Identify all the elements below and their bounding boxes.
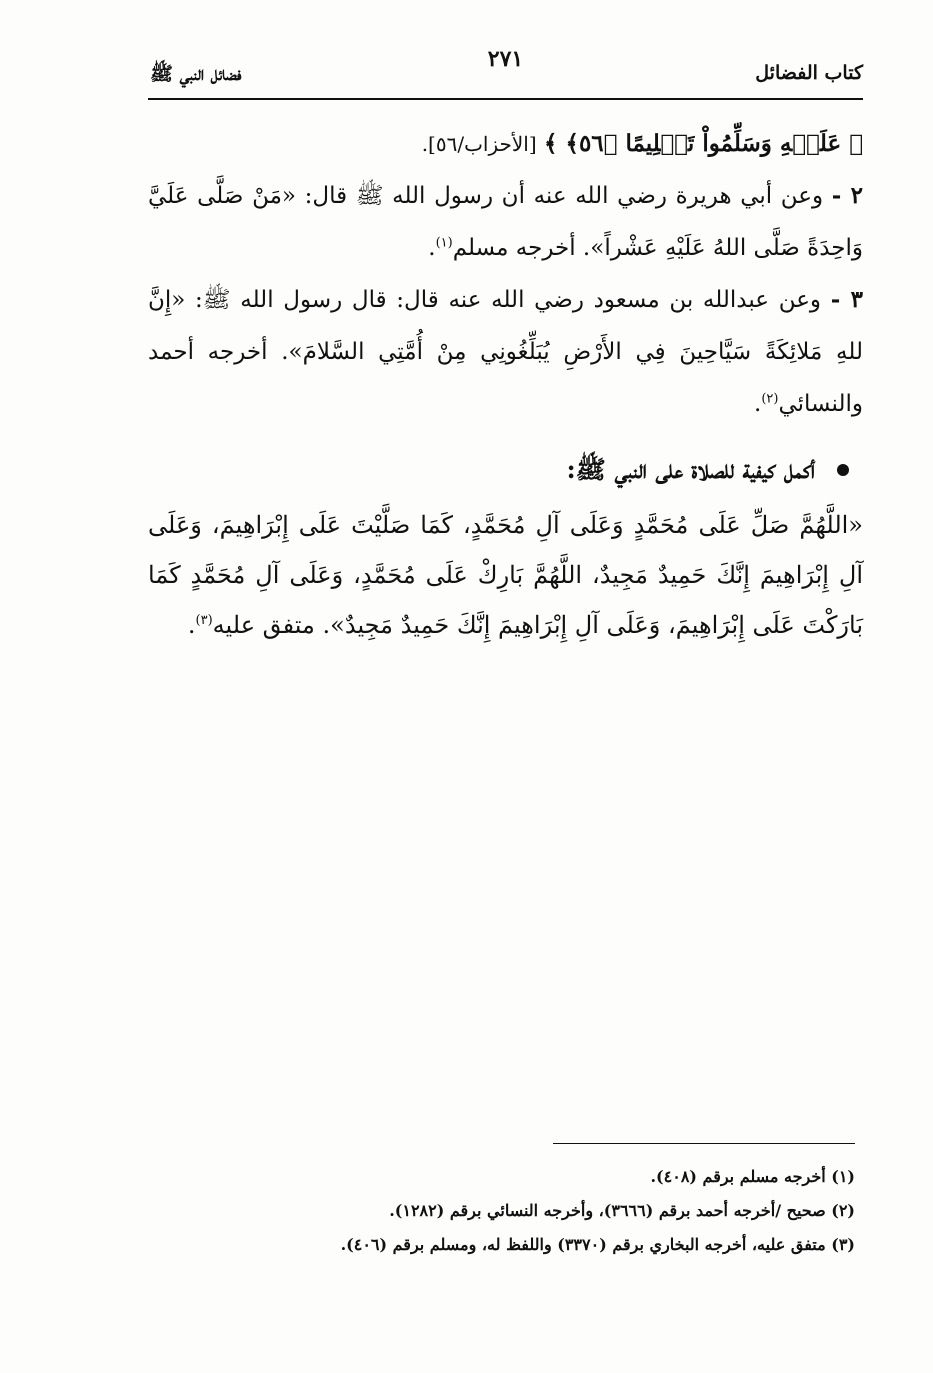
verse-line: [148, 118, 863, 170]
footnote: (٢) صحيح /أخرجه أحمد برقم (٣٦٦٦)، وأخرجه النسائي برقم (١٢٨٢).: [389, 1201, 855, 1220]
item-number: ٣ -: [830, 286, 864, 313]
footnote-ref: (٢): [761, 391, 779, 407]
chapter-title: فضائل النبي ﷺ: [150, 63, 242, 85]
quran-verse: ﴿ عَلَيۡهِ وَسَلِّمُواْ تَسۡلِيمًا ﴿٥٦﴾ ﴾: [543, 130, 863, 157]
hadith-text: وعن أبي هريرة رضي الله عنه أن رسول الله ﷺ قال: «مَنْ صَلَّى عَلَيَّ وَاحِدَةً صَلَّى اللهُ عَلَيْهِ عَشْراً». أخرجه مسلم: [148, 183, 863, 261]
sentence-end: .: [187, 611, 196, 639]
running-header: [148, 42, 863, 100]
section-heading: [148, 446, 863, 494]
footnote-ref: (٣): [195, 613, 213, 628]
sentence-end: .: [754, 391, 762, 417]
item-number: ٢ -: [831, 182, 864, 209]
duaa-text: «اللَّهُمَّ صَلِّ عَلَى مُحَمَّدٍ وَعَلَى آلِ مُحَمَّدٍ، كَمَا صَلَّيْتَ عَلَى إِبْرَاهِيمَ، وَعَلَى آلِ إِبْرَاهِيمَ إِنَّكَ حَمِيدٌ مَجِيدٌ، اللَّهُمَّ بَارِكْ عَلَى مُحَمَّدٍ، وَعَلَى آلِ مُحَمَّدٍ كَمَا بَارَكْتَ عَلَى إِبْرَاهِيمَ، وَعَلَى آلِ إِبْرَاهِيمَ إِنَّكَ حَمِيدٌ مَجِيدٌ». متفق عليه: [148, 511, 863, 639]
hadith-item-2: [148, 170, 863, 274]
footnote-ref: (١): [435, 235, 453, 251]
hadith-text: وعن عبدالله بن مسعود رضي الله عنه قال: قال رسول الله ﷺ: «إِنَّ للهِ مَلائِكَةً سَيَّاحِينَ فِي الأَرْضِ يُبَلِّغُونِي مِنْ أُمَّتِي السَّلامَ». أخرجه أحمد والنسائي: [148, 287, 863, 417]
page-number: ٢٧١: [487, 46, 524, 72]
footnote: (٣) متفق عليه، أخرجه البخاري برقم (٣٣٧٠) واللفظ له، ومسلم برقم (٤٠٦).: [340, 1235, 855, 1254]
footnote: (١) أخرجه مسلم برقم (٤٠٨).: [650, 1167, 855, 1186]
sentence-end: .: [428, 235, 436, 261]
book-title: كتاب الفضائل: [755, 62, 863, 84]
footnotes: [150, 1160, 855, 1262]
hadith-item-3: [148, 274, 863, 430]
verse-reference: [الأحزاب/٥٦].: [421, 132, 537, 156]
footnote-divider: [553, 1143, 855, 1144]
bullet-icon: [837, 464, 849, 476]
heading-text: أكمل كيفية للصلاة على النبي ﷺ:: [566, 455, 815, 484]
page-body: [148, 118, 863, 650]
salawat-text: [148, 500, 863, 650]
